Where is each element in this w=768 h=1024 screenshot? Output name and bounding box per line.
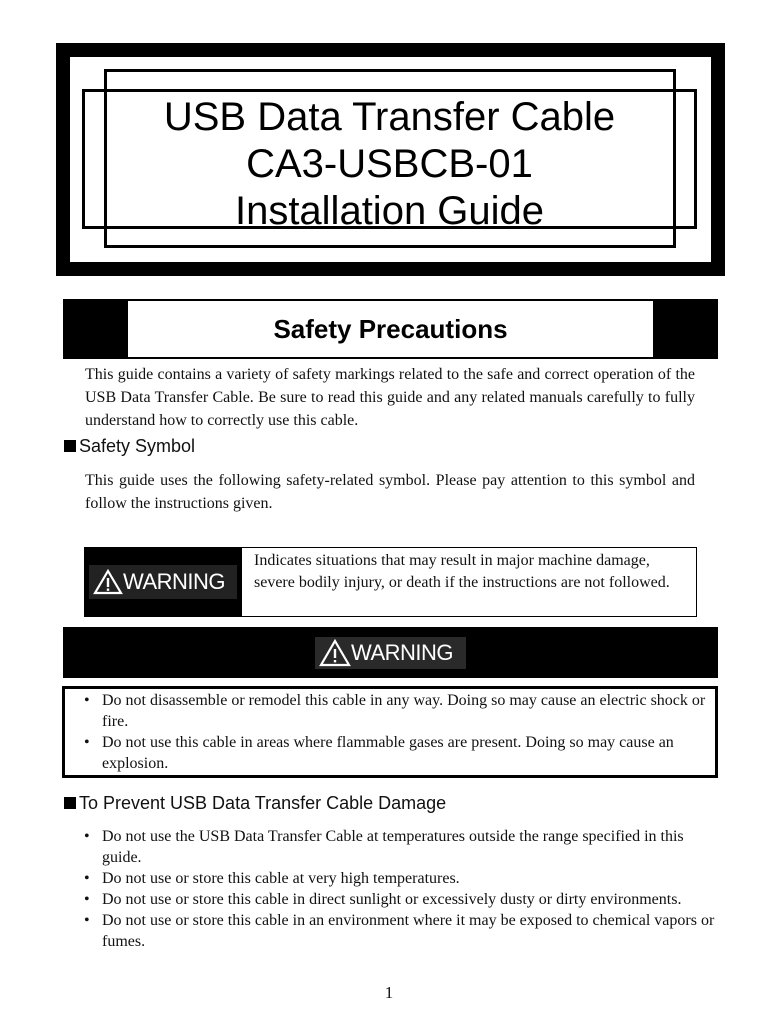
safety-symbol-intro: This guide uses the following safety-related symbol. Please pay attention to this symbol and follow the instructions given. xyxy=(85,472,695,512)
title-line-2: CA3-USBCB-01 xyxy=(246,142,533,186)
list-item: • Do not use the USB Data Transfer Cable at temperatures outside the range specified in this guide. xyxy=(80,826,716,868)
warning-symbol-label xyxy=(89,565,237,599)
damage-section-heading xyxy=(64,791,446,815)
safety-symbol-heading xyxy=(64,434,195,458)
safety-symbol-heading-text: Safety Symbol xyxy=(79,436,196,456)
warning-symbol-description: Indicates situations that may result in major machine damage, severe bodily injury, or death if the instructions are not followed. xyxy=(254,552,670,591)
warning-triangle-icon xyxy=(93,569,123,595)
title-line-1: USB Data Transfer Cable xyxy=(163,95,616,139)
warning-banner-label-text: WARNING xyxy=(351,640,454,665)
damage-section-heading-text: To Prevent USB Data Transfer Cable Damage xyxy=(79,793,447,813)
list-item: • Do not use or store this cable at very high temperatures. xyxy=(80,868,716,889)
list-item: • Do not use or store this cable in an environment where it may be exposed to chemical vapors or fumes. xyxy=(80,910,716,952)
safety-precautions-heading: Safety Precautions xyxy=(128,301,653,357)
warning-triangle-icon xyxy=(319,639,351,667)
list-item: • Do not use this cable in areas where flammable gases are present. Doing so may cause an explosion. xyxy=(80,732,716,774)
warning-items-list xyxy=(80,690,716,774)
warning-symbol-label-text: WARNING xyxy=(123,569,226,594)
title-line-3: Installation Guide xyxy=(234,189,545,233)
safety-precautions-intro: This guide contains a variety of safety markings related to the safe and correct operation of the USB Data Transfer Cable. Be sure to read this guide and any related manuals carefully to fully understand how to correctly use this cable. xyxy=(85,366,695,429)
list-item: • Do not disassemble or remodel this cable in any way. Doing so may cause an electric shock or fire. xyxy=(80,690,716,732)
list-item: • Do not use or store this cable in direct sunlight or excessively dusty or dirty environments. xyxy=(80,889,716,910)
warning-banner-label xyxy=(315,637,466,669)
damage-items-list xyxy=(80,826,716,952)
square-bullet-icon xyxy=(64,440,76,452)
page-number: 1 xyxy=(384,983,394,1002)
document-title xyxy=(82,94,697,235)
square-bullet-icon xyxy=(64,797,76,809)
